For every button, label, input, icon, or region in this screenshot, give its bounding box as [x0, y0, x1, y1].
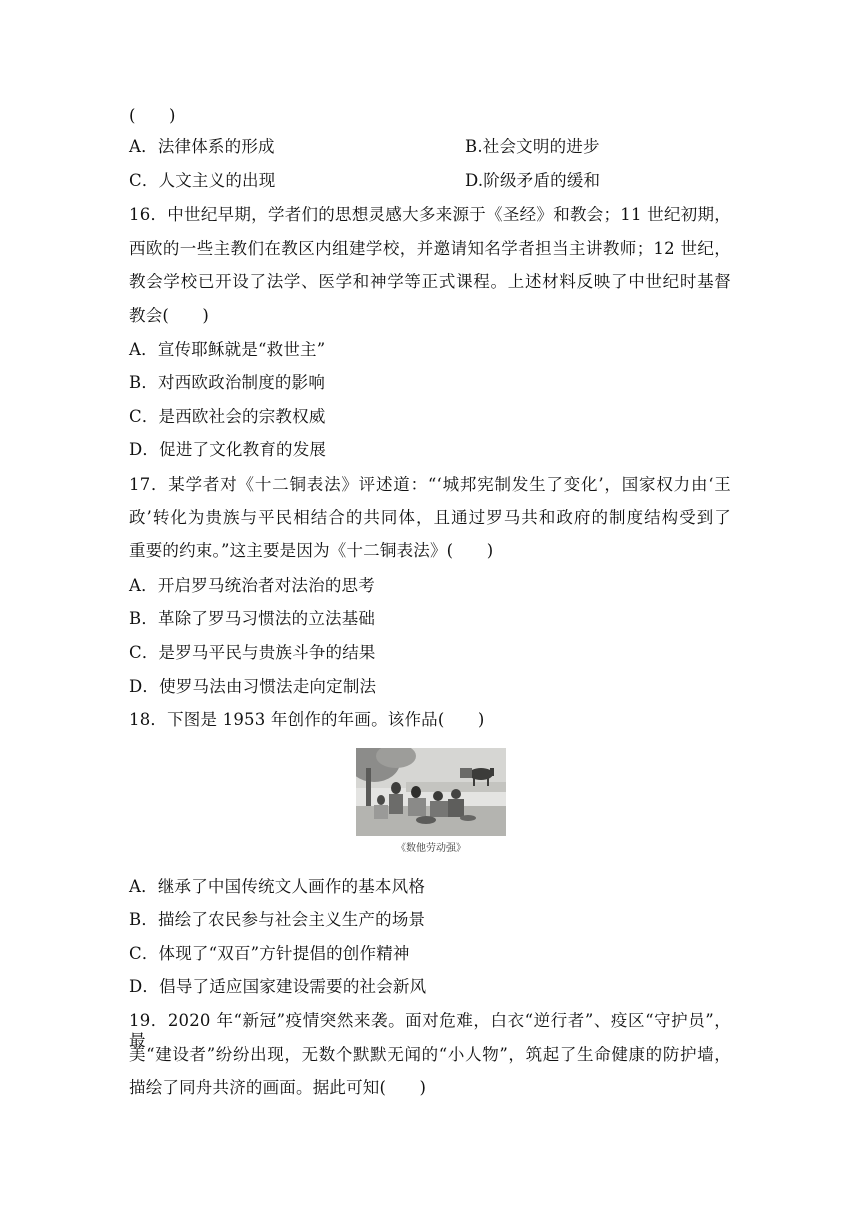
q18-option-b: B．描绘了农民参与社会主义生产的场景: [129, 910, 426, 929]
q18-option-a: A．继承了中国传统文人画作的基本风格: [129, 877, 426, 896]
q17-stem-line-3: 重要的约束。”这主要是因为《十二铜表法》( ): [129, 541, 494, 560]
q16-stem-line-4: 教会( ): [129, 306, 210, 325]
q19-stem-line-2: 美“建设者”纷纷出现，无数个默默无闻的“小人物”，筑起了生命健康的防护墙，: [129, 1045, 731, 1064]
q15-option-a: A．法律体系的形成: [129, 137, 275, 156]
q15-paren: ( ): [129, 106, 176, 125]
q16-option-b: B．对西欧政治制度的影响: [129, 373, 326, 392]
q17-stem-line-1: 17．某学者对《十二铜表法》评述道：“‘城邦宪制发生了变化’，国家权力由‘王: [129, 475, 731, 494]
q17-option-b: B．革除了罗马习惯法的立法基础: [129, 609, 376, 628]
q17-option-c: C．是罗马平民与贵族斗争的结果: [129, 643, 376, 662]
q16-stem-line-3: 教会学校已开设了法学、医学和神学等正式课程。上述材料反映了中世纪时基督: [129, 272, 731, 291]
q16-option-c: C．是西欧社会的宗教权威: [129, 407, 326, 426]
figure-caption: 《数他劳动强》: [396, 843, 466, 854]
q16-option-a: A．宣传耶稣就是“救世主”: [129, 340, 326, 359]
q18-option-d: D．倡导了适应国家建设需要的社会新风: [129, 977, 427, 996]
q17-option-d: D．使罗马法由习惯法走向定制法: [129, 677, 377, 696]
q19-stem-line-1: 19．2020 年“新冠”疫情突然来袭。面对危难，白衣“逆行者”、疫区“守护员”，最: [129, 1011, 731, 1050]
q17-option-a: A．开启罗马统治者对法治的思考: [129, 576, 375, 595]
q18-option-c: C．体现了“双百”方针提倡的创作精神: [129, 944, 410, 963]
q16-option-d: D．促进了文化教育的发展: [129, 440, 327, 459]
new-year-painting-image: [356, 748, 506, 836]
painting-illustration: [356, 748, 506, 836]
q15-option-d: D.阶级矛盾的缓和: [465, 171, 601, 190]
q15-option-b: B.社会文明的进步: [465, 137, 600, 156]
q18-stem-line-1: 18．下图是 1953 年创作的年画。该作品( ): [129, 710, 485, 729]
q19-stem-line-3: 描绘了同舟共济的画面。据此可知( ): [129, 1078, 427, 1097]
q17-stem-line-2: 政’转化为贵族与平民相结合的共同体，且通过罗马共和政府的制度结构受到了: [129, 508, 731, 527]
q16-stem-line-2: 西欧的一些主教们在教区内组建学校，并邀请知名学者担当主讲教师；12 世纪，: [129, 239, 731, 258]
q16-stem-line-1: 16．中世纪早期，学者们的思想灵感大多来源于《圣经》和教会；11 世纪初期，: [129, 205, 731, 224]
q15-option-c: C．人文主义的出现: [129, 171, 276, 190]
